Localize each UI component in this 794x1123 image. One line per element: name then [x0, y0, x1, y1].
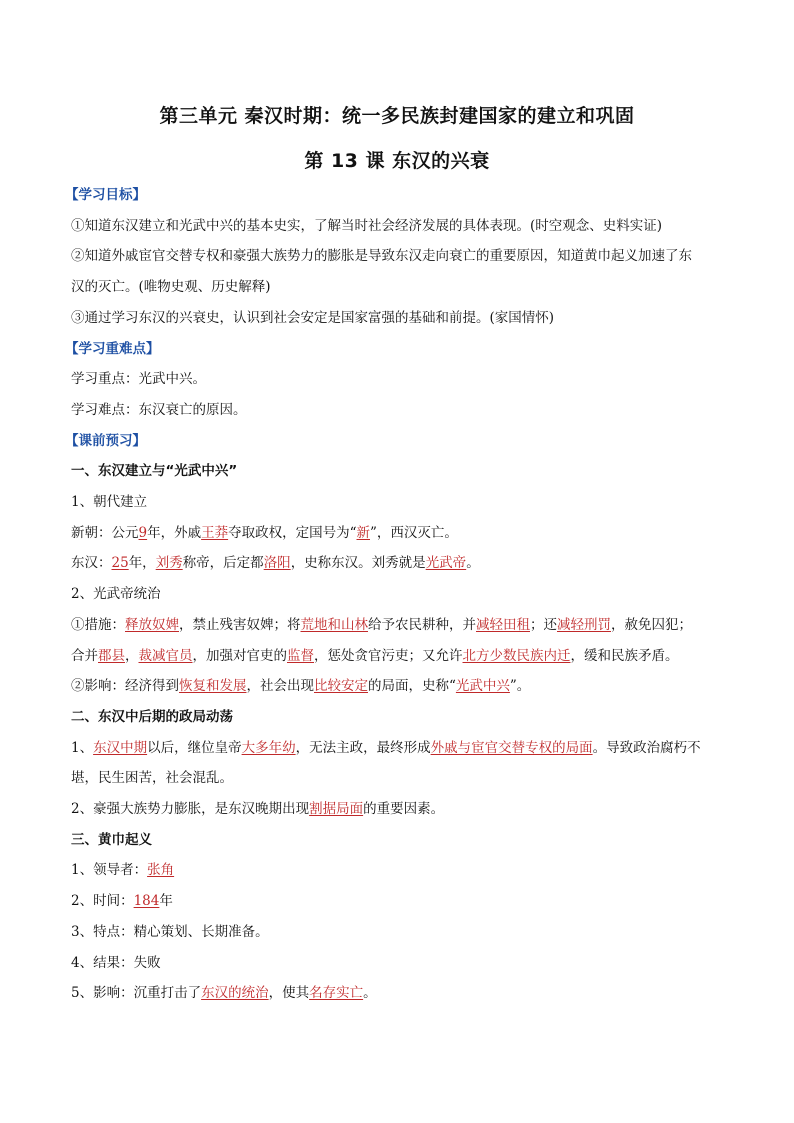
- answer-blank: 郡县: [98, 647, 125, 664]
- text: ，史称东汉。刘秀就是: [290, 555, 426, 572]
- text: ，禁止残害奴婢；将: [179, 616, 301, 633]
- answer-blank: 25: [111, 555, 129, 572]
- impact-line: [71, 671, 731, 702]
- text: ，使其: [268, 985, 310, 1002]
- text: ”，西汉灭亡。: [370, 524, 458, 541]
- uprising-impact: [71, 978, 731, 1009]
- text: ②影响：经济得到: [71, 678, 179, 695]
- answer-blank: 北方少数民族内迁: [462, 647, 571, 664]
- preview-heading: 【课前预习】: [65, 432, 146, 449]
- text: 1、领导者：: [71, 862, 148, 879]
- answer-blank: 割据局面: [309, 801, 364, 818]
- section-1-heading: 一、东汉建立与“光武中兴”: [71, 463, 238, 480]
- keypoints-heading: 【学习重难点】: [65, 340, 160, 357]
- answer-blank: 恢复和发展: [179, 678, 247, 695]
- xin-dynasty-line: [71, 518, 731, 549]
- study-focus: 学习重点：光武中兴。: [71, 371, 206, 388]
- subsection-guangwu-rule: 2、光武帝统治: [71, 586, 161, 603]
- goal-3: ③通过学习东汉的兴衰史，认识到社会安定是国家富强的基础和前提。(家国情怀): [71, 309, 555, 326]
- text: 。导致政治腐朽不: [592, 739, 701, 756]
- answer-blank: 监督: [287, 647, 314, 664]
- goal-1: ①知道东汉建立和光武中兴的基本史实，了解当时社会经济发展的具体表现。(时空观念、史料实证): [71, 217, 663, 234]
- text: ，赦免囚犯；: [611, 616, 692, 633]
- answer-blank: 裁减官员: [138, 647, 193, 664]
- answer-blank: 减轻田租: [476, 616, 530, 633]
- answer-blank: 王莽: [201, 524, 229, 541]
- turmoil-line-1-cont: 堪，民生困苦，社会混乱。: [71, 770, 233, 787]
- answer-blank: 东汉的统治: [201, 985, 269, 1002]
- text: 新朝：公元: [71, 524, 139, 541]
- answer-blank: 释放奴婢: [125, 616, 179, 633]
- text: ；还: [530, 616, 557, 633]
- answer-blank: 刘秀: [155, 555, 183, 572]
- text: ，加强对官吏的: [192, 647, 287, 664]
- uprising-result: 4、结果：失败: [71, 954, 161, 971]
- unit-title: 第三单元 秦汉时期：统一多民族封建国家的建立和巩固: [159, 105, 635, 127]
- text: 夺取政权，定国号为“: [228, 524, 357, 541]
- text: ，社会出现: [246, 678, 314, 695]
- turmoil-line-2: [71, 794, 731, 825]
- answer-blank: 荒地和山林: [300, 616, 368, 633]
- text: 。: [466, 555, 480, 572]
- text: ，惩处贪官污吏；又允许: [314, 647, 463, 664]
- text: 东汉：: [71, 555, 112, 572]
- text: 5、影响：沉重打击了: [71, 985, 202, 1002]
- answer-blank: 光武中兴: [455, 678, 510, 695]
- goal-2-line-2: 汉的灭亡。(唯物史观、历史解释): [71, 279, 271, 296]
- lesson-title: 第 13 课 东汉的兴衰: [304, 150, 490, 172]
- text: ①措施：: [71, 616, 125, 633]
- section-2-heading: 二、东汉中后期的政局动荡: [71, 708, 233, 725]
- answer-blank: 东汉中期: [93, 739, 148, 756]
- text: 以后，继位皇帝: [147, 739, 242, 756]
- uprising-leader: [71, 855, 731, 886]
- measures-line-2: [71, 641, 731, 672]
- text: 年，外戚: [147, 524, 202, 541]
- text: 年，: [128, 555, 156, 572]
- text: 。: [363, 985, 377, 1002]
- study-difficulty: 学习难点：东汉衰亡的原因。: [71, 401, 247, 418]
- turmoil-line-1: [71, 733, 731, 764]
- answer-blank: 比较安定: [314, 678, 368, 695]
- section-3-heading: 三、黄巾起义: [71, 831, 152, 848]
- answer-blank: 外戚与宦官交替专权的局面: [430, 739, 593, 756]
- text: 2、豪强大族势力膨胀，是东汉晚期出现: [71, 801, 310, 818]
- subsection-founding: 1、朝代建立: [71, 494, 148, 511]
- answer-blank: 张角: [147, 862, 175, 879]
- eastern-han-line: [71, 548, 731, 579]
- text: 称帝，后定都: [182, 555, 264, 572]
- answer-blank: 减轻刑罚: [557, 616, 611, 633]
- text: ，无法主政，最终形成: [295, 739, 431, 756]
- answer-blank: 大多年幼: [241, 739, 296, 756]
- text: ”。: [509, 678, 531, 695]
- goal-2-line-1: ②知道外戚宦官交替专权和豪强大族势力的膨胀是导致东汉走向衰亡的重要原因，知道黄巾起义加速了东: [71, 248, 692, 265]
- answer-blank: 9: [138, 524, 148, 541]
- text: 给予农民耕种，并: [368, 616, 476, 633]
- text: 的局面，史称“: [368, 678, 456, 695]
- text: 年: [159, 893, 173, 910]
- uprising-features: 3、特点：精心策划、长期准备。: [71, 923, 269, 940]
- goals-heading: 【学习目标】: [65, 187, 146, 203]
- document-body: [65, 180, 731, 1009]
- text: 合并: [71, 647, 98, 664]
- answer-blank: 洛阳: [263, 555, 291, 572]
- uprising-time: [71, 886, 731, 917]
- text: 1、: [71, 739, 94, 756]
- text: 的重要因素。: [363, 801, 445, 818]
- text: 2、时间：: [71, 893, 134, 910]
- answer-blank: 184: [133, 893, 160, 910]
- text: ，缓和民族矛盾。: [570, 647, 679, 664]
- answer-blank: 光武帝: [425, 555, 467, 572]
- answer-blank: 名存实亡: [309, 985, 364, 1002]
- answer-blank: 新: [356, 524, 370, 541]
- text: ，: [125, 647, 139, 664]
- measures-line-1: [71, 610, 731, 641]
